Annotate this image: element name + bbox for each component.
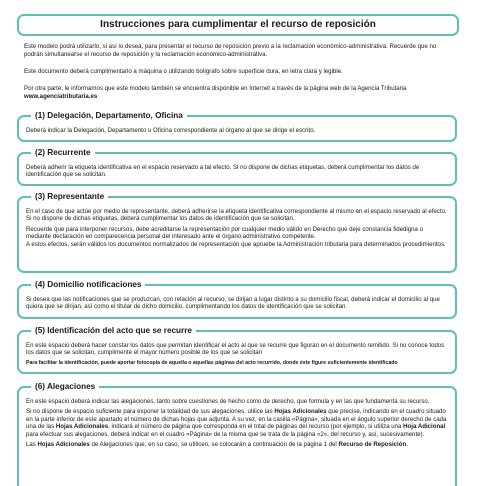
section-text: Las Hojas Adicionales de Alegaciones que, en su caso, se utilicen, se colocarán a continuación de la página 1 del Recurso de Reposición. [26,441,408,449]
section-text: En este espacio deberá indicar las alegaciones, tanto sobre cuestiones de hecho como de derecho, que formula y en las que fundamenta su recurso. [26,398,430,405]
intro-paragraph-3-text: Por otra parte, le informamos que este modelo también se encuentra disponible en Internet a través de la página web de la Agencia Tributaria [24,85,407,92]
section-title: (3) Representante [31,192,108,202]
section-title: (5) Identificación del acto que se recurre [31,326,196,336]
agencia-tributaria-link[interactable]: www.agenciatributaria.es [24,92,98,100]
section-text: A estos efectos, serán válidos los documentos normalizados de representación que apruebe la Administración tributaria para determinados procedimientos. [26,240,446,248]
section-title: (1) Delegación, Departamento, Oficina [31,111,187,121]
section-acto-recurrido [17,326,457,374]
section-representante [17,192,457,273]
section-text: Deberá adherir la etiqueta identificativa en el espacio reservado a tal efecto. Si no dispone de dichas etiquetas, deberá cumplimentar los datos de identificación que se solicitan. [26,164,420,179]
section-text: Deberá indicar la Delegación, Departamento u Oficina correspondiente al órgano al que se dirige el escrito. [26,127,316,134]
intro-paragraph-3 [24,85,456,100]
section-title: (2) Recurrente [31,148,95,158]
section-title: (4) Domicilio notificaciones [31,280,145,290]
section-note: Para facilitar la identificación, puede aportar fotocopia de aquella o aquellas páginas del acto recurrido, donde éste figure suficientemente identificado [26,359,398,366]
intro-paragraph-2: Este documento deberá cumplimentarlo a máquina o utilizando bolígrafo sobre superficie dura, en letra clara y legible. [24,68,343,75]
intro-paragraph-1: Este modelo podrá utilizarlo, si así lo desea, para presentar el recurso de reposición previo a la reclamación económico-administrativa. Recuerde que no podrán simultanearse el recurso de reposición y la reclamación económico-administrativa. [24,43,437,58]
section-title: (6) Alegaciones [31,382,99,392]
page-title: Instrucciones para cumplimentar el recurso de reposición [17,14,459,36]
section-domicilio [17,280,457,319]
section-text: En el caso de que actúe por medio de representante, deberá adherirse la etiqueta identificativa correspondiente al mismo en el espacio reservado al efecto. Si no dispone de dichas etiquetas, deberá cumplimentar los datos de identificación que se solicitan. [26,208,447,223]
section-recurrente [17,148,457,186]
section-text: Si no dispone de espacio suficiente para exponer la totalidad de sus alegaciones, utilice las Hojas Adicionales que precise, indicando en el cuadro situado en la parte inferior de este apartado el número de dichas hojas que adjunta. A su vez, en la casilla «Página», situada en el ángulo superior derecho de cada una de las Hojas Adicionales, indicará el número de página que corresponda en el total de páginas del recurso (por ejemplo, si utiliza una Hoja Adicional para efectuar sus alegaciones, deberá indicar en el cuadro «Página» de la misma que se trata de la página «2», del recurso y, así, sucesivamente). [26,408,447,438]
section-delegacion [17,111,457,142]
section-text: En este espacio deberá hacer constar los datos que permitan identificar el acto al que se recurre que figuran en el documento remitido. Si no conoce todos los datos que se solicitan, cumplimente el mayor número posible de los que se solicitan [26,342,445,357]
section-text: Recuerde que para interponer recursos, debe acreditarse la representación por cualquier medio válido en Derecho que deje constancia fidedigna o mediante declaración en comparecencia personal del interesado ante el órgano administrativo competente. [26,225,424,241]
section-alegaciones [17,382,457,486]
section-text: Si desea que las notificaciones que se produzcan, con relación al recurso, se dirijan a lugar distinto a su domicilio fiscal, deberá indicar el domicilio al que quiera que se dirijan, así como el titular de dicho domicilio, cumplimentando los datos de identificación que se solicitan. [26,296,440,311]
